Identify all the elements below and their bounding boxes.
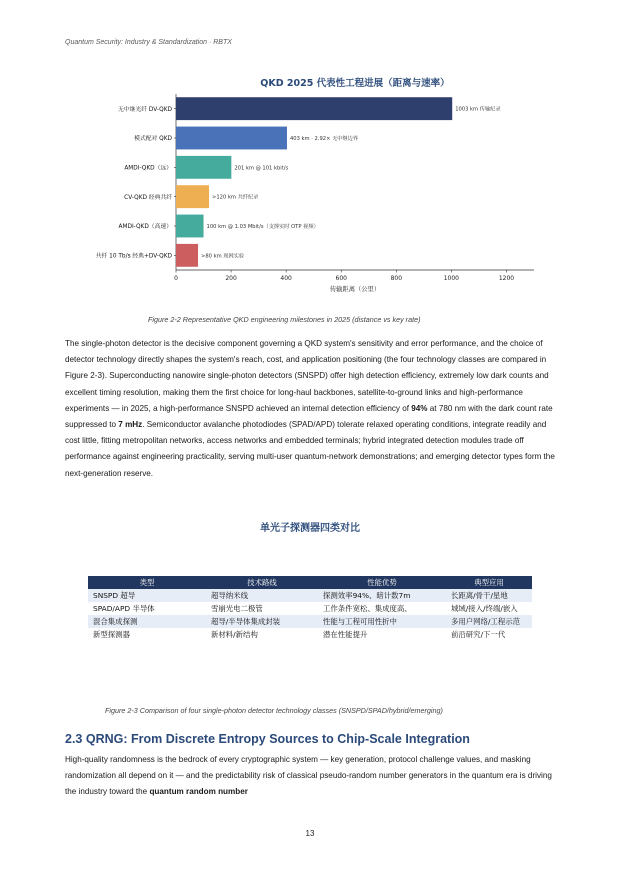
column-header-route: 技术路线 bbox=[206, 576, 318, 589]
paragraph-bold-dark-count: 7 mHz bbox=[118, 420, 143, 430]
table-cell: 探测效率94%、暗计数7m bbox=[318, 589, 446, 602]
data-label: >80 km 现网实验 bbox=[201, 253, 245, 260]
table-cell: SPAD/APD 半导体 bbox=[88, 602, 206, 615]
bar bbox=[176, 185, 209, 208]
category-label: 无中继光纤 DV-QKD bbox=[118, 106, 172, 113]
data-label: 201 km @ 101 kbit/s bbox=[234, 165, 289, 172]
table-cell: 雪崩光电二极管 bbox=[206, 602, 318, 615]
table-cell: 混合集成探测 bbox=[88, 615, 206, 628]
bar bbox=[176, 127, 287, 150]
qrng-text: High-quality randomness is the bedrock of every cryptographic system — key generation, protocol challenge values, and masking randomization all depend on it — and the predictability risk of classical pseudo-random number generators in the quantum era is driving the industry toward the bbox=[65, 755, 552, 797]
section-2-3-heading: 2.3 QRNG: From Discrete Entropy Sources to Chip-Scale Integration bbox=[65, 732, 470, 746]
bar bbox=[176, 156, 231, 179]
qrng-bold: quantum random number bbox=[149, 787, 248, 797]
table-row bbox=[88, 589, 532, 602]
table-cell: 前沿研究/下一代 bbox=[446, 628, 532, 641]
table-cell: 多用户网络/工程示范 bbox=[446, 615, 532, 628]
category-label: 共纤 10 Tb/s 经典+DV-QKD bbox=[95, 253, 172, 260]
data-label: 403 km · 2.92× 无中继边界 bbox=[289, 136, 359, 142]
paragraph-part-3: . Semiconductor avalanche photodiodes (SPAD/APD) tolerate relaxed operating conditions, integrate readily and cost little, fitting metropolitan networks, access networks and embedded terminals; hybrid integrated detection modules trade off performance against engineering practicality, serving multi-user quantum-network demonstrations; and emerging detector types form the next-generation reserve. bbox=[65, 420, 555, 478]
table-cell: 新型探测器 bbox=[88, 628, 206, 641]
x-tick-label: 200 bbox=[225, 275, 237, 282]
category-label: AMDI-QKD（高速） bbox=[118, 224, 172, 231]
paragraph-detectors bbox=[65, 336, 559, 482]
data-label: >120 km 共纤纪录 bbox=[212, 194, 259, 201]
category-label: 模式配对 QKD bbox=[134, 136, 172, 143]
table-cell: 长距离/骨干/星地 bbox=[446, 589, 532, 602]
category-label: CV-QKD 经典共纤 bbox=[124, 194, 172, 201]
table-cell: 潜在性能提升 bbox=[318, 628, 446, 641]
running-header: Quantum Security: Industry & Standardization · RBTX bbox=[65, 39, 232, 46]
x-tick-label: 1200 bbox=[498, 275, 515, 282]
category-label: AMDI-QKD（远） bbox=[124, 165, 172, 172]
table-row bbox=[88, 602, 532, 615]
paragraph-part-1: The single-photon detector is the decisive component governing a QKD system's sensitivity and error performance, and the choice of detector technology directly shapes the system's reach, cost, and application positioning (the four technology classes are compared in Figure 2-3). Superconducting nanowire single-photon detectors (SNSPD) offer high detection efficiency, extremely low dark counts and excellent timing resolution, making them the first choice for long-haul backbones, satellite-to-ground links and high-performance experiments — in 2025, a high-performance SNSPD achieved an internal detection efficiency of bbox=[65, 339, 549, 413]
paragraph-part-2: at 780 nm with the dark count rate suppressed to bbox=[65, 403, 553, 430]
figure-2-2-chart bbox=[80, 72, 540, 304]
table-cell: 工作条件宽松、集成度高、 bbox=[318, 602, 446, 615]
data-label: 1003 km 传输纪录 bbox=[455, 106, 501, 113]
figure-2-2-caption: Figure 2-2 Representative QKD engineering milestones in 2025 (distance vs key rate) bbox=[148, 315, 421, 324]
x-tick-label: 400 bbox=[280, 275, 292, 282]
x-tick-label: 0 bbox=[174, 275, 178, 282]
table-cell: 超导纳米线 bbox=[206, 589, 318, 602]
table-cell: 城域/接入/终端/嵌入 bbox=[446, 602, 532, 615]
chart-title: QKD 2025 代表性工程进展（距离与速率） bbox=[260, 78, 450, 89]
qkd-milestones-bar-chart bbox=[80, 72, 540, 304]
bar bbox=[176, 244, 198, 267]
bar bbox=[176, 215, 204, 238]
page-number: 13 bbox=[305, 829, 315, 838]
figure-2-3-title: 单光子探测器四类对比 bbox=[260, 523, 360, 534]
table-row bbox=[88, 615, 532, 628]
x-tick-label: 600 bbox=[335, 275, 347, 282]
bar bbox=[176, 97, 452, 120]
table-header-row bbox=[88, 576, 532, 589]
x-tick-label: 1000 bbox=[443, 275, 460, 282]
table-row bbox=[88, 628, 532, 641]
table-cell: 新材料/新结构 bbox=[206, 628, 318, 641]
table-cell: SNSPD 超导 bbox=[88, 589, 206, 602]
column-header-application: 典型应用 bbox=[446, 576, 532, 589]
figure-2-3-caption: Figure 2-3 Comparison of four single-photon detector technology classes (SNSPD/SPAD/hybrid/emerging) bbox=[105, 706, 443, 715]
column-header-type: 类型 bbox=[88, 576, 206, 589]
paragraph-qrng bbox=[65, 752, 559, 801]
column-header-advantage: 性能优势 bbox=[318, 576, 446, 589]
table-cell: 超导/半导体集成封装 bbox=[206, 615, 318, 628]
paragraph-bold-efficiency: 94% bbox=[411, 403, 428, 413]
x-tick-label: 800 bbox=[390, 275, 403, 282]
x-axis-label: 传输距离（公里） bbox=[329, 286, 381, 293]
detector-comparison-table bbox=[88, 576, 532, 641]
table-cell: 性能与工程可用性折中 bbox=[318, 615, 446, 628]
data-label: 100 km @ 1.03 Mbit/s（支撑实时 OTP 视频） bbox=[206, 224, 319, 230]
